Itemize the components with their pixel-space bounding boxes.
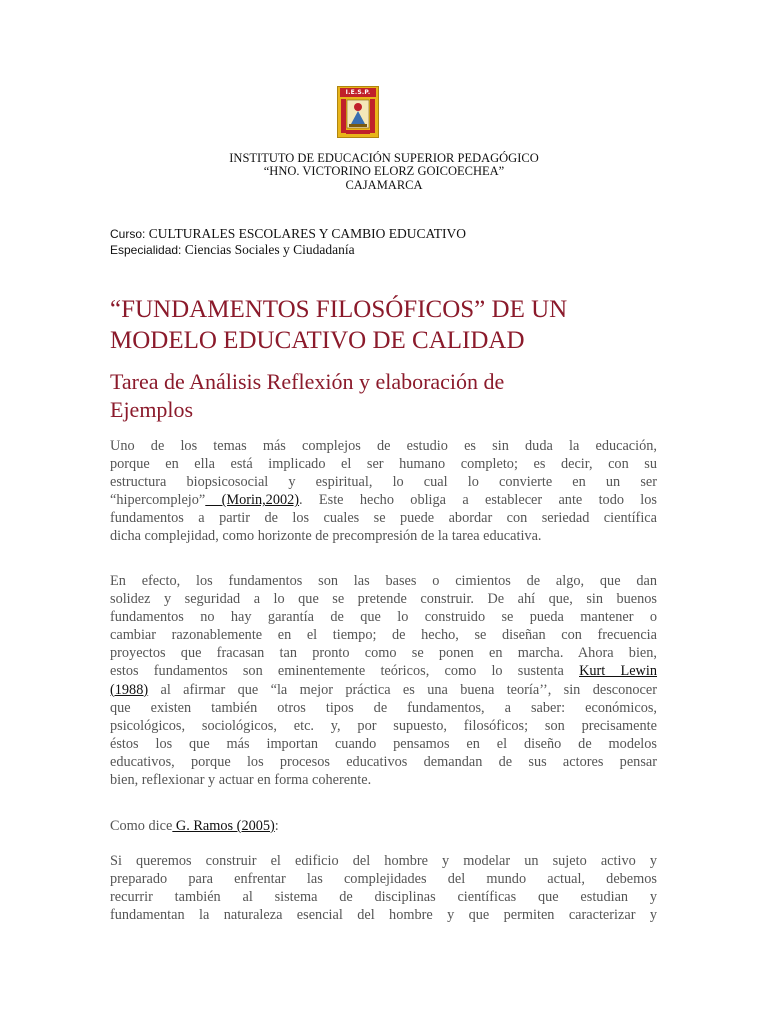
paragraph-line: preparado para enfrentar las complejidades del mundo actual, debemos	[110, 871, 657, 888]
text-segment: Como dice	[110, 818, 173, 834]
text-segment: “hipercomplejo”	[110, 492, 206, 509]
paragraph-line: dicha complejidad, como horizonte de precompresión de la tarea educativa.	[110, 528, 542, 545]
course-line	[110, 226, 466, 242]
paragraph-line: éstos los que más importan cuando pensamos en el diseño de modelos	[110, 735, 657, 752]
paragraph-line: solidez y seguridad a lo que se pretende construir. De ahí que, sin buenos	[110, 591, 657, 608]
document-subtitle-line-2: Ejemplos	[110, 397, 194, 422]
paragraph-line: bien, reflexionar y actuar en forma coherente.	[110, 772, 372, 789]
paragraph-line	[110, 662, 657, 680]
paragraph-line: estructura biopsicosocial y espiritual, lo cual lo convierte en un ser	[110, 474, 657, 491]
text-segment: :	[274, 818, 279, 834]
institute-name: INSTITUTO DE EDUCACIÓN SUPERIOR PEDAGÓGICO	[229, 151, 539, 165]
paragraph-1	[110, 437, 657, 546]
institute-city: CAJAMARCA	[345, 178, 423, 192]
institute-full-name: “HNO. VICTORINO ELORZ GOICOECHEA”	[263, 164, 505, 178]
course-label: Curso:	[110, 227, 146, 241]
document-subtitle-line-1: Tarea de Análisis Reflexión y elaboración de	[110, 369, 505, 394]
text-segment: estos fundamentos son eminentemente teóricos, como lo sustenta	[110, 663, 580, 680]
citation-link-morin[interactable]: (Morin,2002)	[205, 492, 300, 509]
citation-link-lewin[interactable]: Kurt Lewin	[579, 663, 657, 680]
specialty-line	[110, 242, 355, 258]
paragraph-line: Si queremos construir el edificio del hombre y modelar un sujeto activo y	[110, 853, 657, 869]
logo-emblem-icon	[338, 97, 378, 137]
paragraph-line	[110, 491, 657, 509]
paragraph-line: fundamentan la naturaleza esencial del hombre y que permiten caracterizar y	[110, 907, 657, 924]
paragraph-line	[110, 817, 657, 835]
paragraph-line: psicológicos, sociológicos, etc. y, por supuesto, filosóficos; son precisamente	[110, 717, 657, 734]
paragraph-line: En efecto, los fundamentos son las bases o cimientos de algo, que dan	[110, 573, 657, 589]
paragraph-line: cambiar razonablemente en el tiempo; de hecho, se diseñan con frecuencia	[110, 627, 657, 644]
paragraph-line	[110, 681, 657, 699]
specialty-label: Especialidad:	[110, 243, 182, 257]
paragraph-line: proyectos que fracasan tan pronto como se ponen en marcha. Ahora bien,	[110, 645, 657, 662]
paragraph-line: Uno de los temas más complejos de estudio es sin duda la educación,	[110, 438, 657, 454]
citation-link-lewin-year[interactable]: (1988)	[110, 681, 149, 698]
paragraph-line: fundamentos a partir de los cuales se puede abordar con seriedad científica	[110, 510, 657, 527]
logo-text: I.E.S.P.	[340, 88, 376, 97]
paragraph-3	[110, 817, 657, 835]
paragraph-line: educativos, porque los procesos educativos demandan de sus actores pensar	[110, 753, 657, 770]
citation-link-ramos[interactable]: G. Ramos (2005)	[172, 818, 275, 834]
paragraph-line: porque en ella está implicado el ser humano completo; es decir, con su	[110, 456, 657, 473]
paragraph-line: fundamentos no hay garantía de que lo construido se pueda mantener o	[110, 609, 657, 626]
text-segment: al afirmar que “la mejor práctica es una buena teoría’’, sin desconocer	[148, 681, 657, 698]
paragraph-4	[110, 852, 657, 924]
paragraph-2	[110, 572, 657, 789]
text-segment: . Este hecho obliga a establecer ante todo los	[299, 492, 657, 509]
document-title-line-2: MODELO EDUCATIVO DE CALIDAD	[110, 327, 525, 354]
specialty-value: Ciencias Sociales y Ciudadanía	[181, 242, 355, 257]
document-title-line-1: “FUNDAMENTOS FILOSÓFICOS” DE UN	[110, 296, 568, 323]
institute-logo	[337, 86, 379, 138]
course-value: CULTURALES ESCOLARES Y CAMBIO EDUCATIVO	[145, 226, 466, 241]
paragraph-line: que existen también otros tipos de fundamentos, a saber: económicos,	[110, 699, 657, 716]
paragraph-line: recurrir también al sistema de disciplinas científicas que estudian y	[110, 889, 657, 906]
